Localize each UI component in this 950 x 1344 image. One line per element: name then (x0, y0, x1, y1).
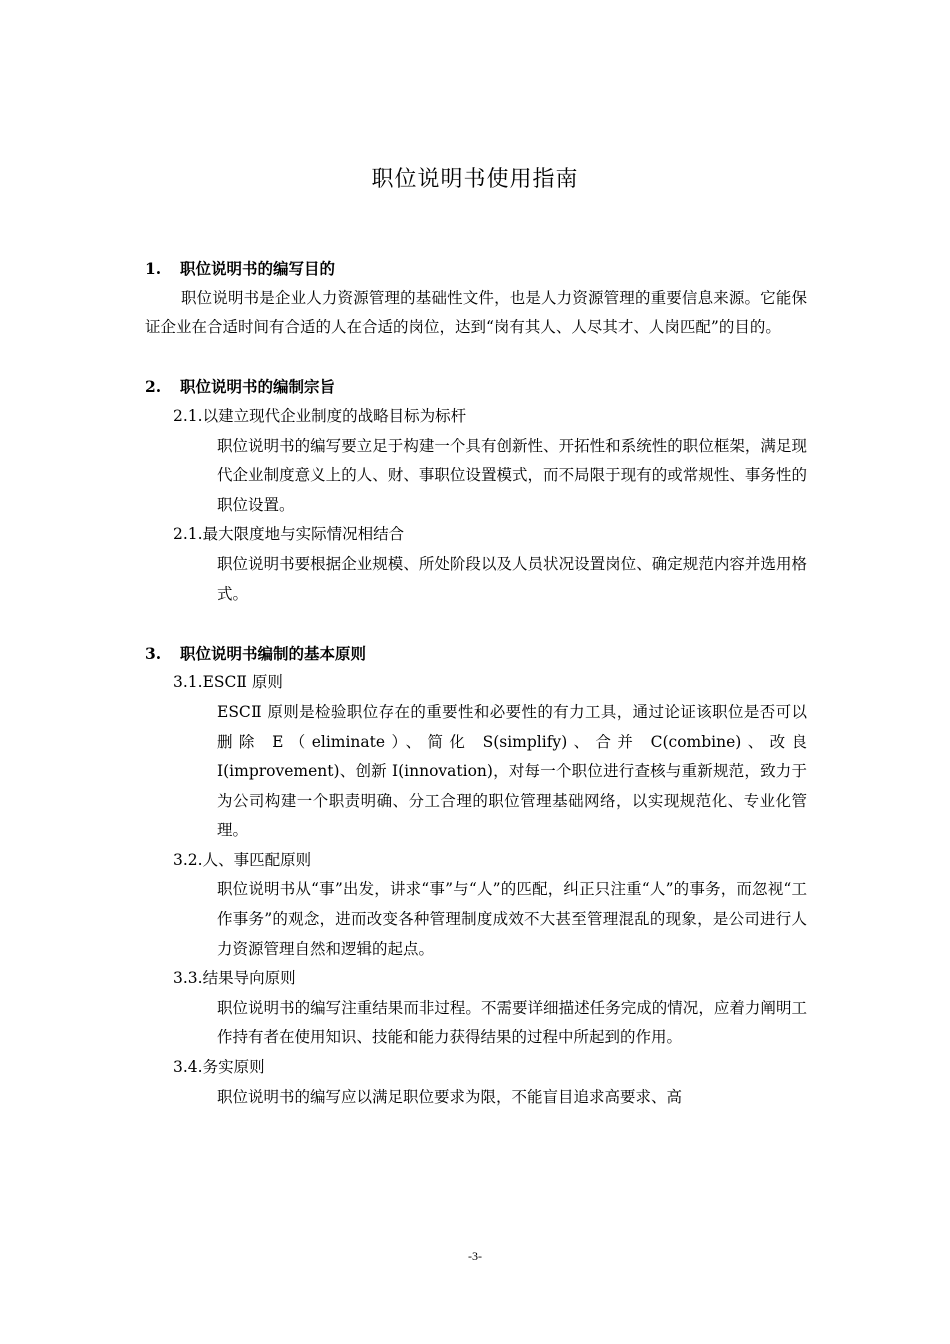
subsection-paragraph: 职位说明书要根据企业规模、所处阶段以及人员状况设置岗位、确定规范内容并选用格式。 (217, 554, 807, 603)
section-heading-text: 职位说明书的编制宗旨 (180, 377, 336, 397)
section-heading-text: 职位说明书编制的基本原则 (180, 643, 367, 663)
subsection-label: 2.1.以建立现代企业制度的战略目标为标杆 (173, 406, 467, 425)
section-number: 3. (145, 643, 162, 663)
section-2 (145, 372, 807, 609)
subsection-paragraph: ESCⅡ 原则是检验职位存在的重要性和必要性的有力工具，通过论证该职位是否可以删除 E（eliminate）、简化 S(simplify)、合并 C(combine)、改良 I(improvement)、创新 I(innovation)，对每一个职位进行查核与重新规范，致力于为公司构建一个职责明确、分工合理的职位管理基础网络，以实现规范化、专业化管理。 (217, 702, 807, 840)
subsection-label: 2.1.最大限度地与实际情况相结合 (173, 525, 405, 544)
page-number: -3- (468, 1249, 482, 1263)
subsection-paragraph: 职位说明书的编写要立足于构建一个具有创新性、开拓性和系统性的职位框架，满足现代企业制度意义上的人、财、事职位设置模式，而不局限于现有的或常规性、事务性的职位设置。 (217, 436, 807, 514)
section-1 (145, 254, 807, 343)
section-number: 2. (145, 377, 162, 397)
subsection-paragraph: 职位说明书的编写注重结果而非过程。不需要详细描述任务完成的情况，应着力阐明工作持有者在使用知识、技能和能力获得结果的过程中所起到的作用。 (217, 998, 807, 1047)
document-body (145, 254, 807, 1112)
subsection-paragraph: 职位说明书的编写应以满足职位要求为限，不能盲目追求高要求、高 (217, 1087, 683, 1106)
subsection-label: 3.1.ESCⅡ 原则 (173, 673, 283, 692)
section-spacer (145, 609, 807, 639)
section-heading (145, 639, 807, 669)
section-spacer (145, 343, 807, 373)
section-heading (145, 372, 807, 402)
section-paragraph: 职位说明书是企业人力资源管理的基础性文件，也是人力资源管理的重要信息来源。它能保证企业在合适时间有合适的人在合适的岗位，达到“岗有其人、人尽其才、人岗匹配”的目的。 (145, 288, 807, 337)
subsection-paragraph: 职位说明书从“事”出发，讲求“事”与“人”的匹配，纠正只注重“人”的事务，而忽视“工作事务”的观念，进而改变各种管理制度成效不大甚至管理混乱的现象，是公司进行人力资源管理自然和逻辑的起点。 (217, 880, 807, 958)
section-heading (145, 254, 807, 284)
section-heading-text: 职位说明书的编写目的 (180, 259, 336, 278)
subsection-label: 3.2.人、事匹配原则 (173, 850, 312, 869)
document-title: 职位说明书使用指南 (371, 167, 579, 192)
subsection-label: 3.4.务实原则 (173, 1058, 265, 1077)
section-3 (145, 639, 807, 1113)
section-number: 1. (145, 259, 162, 278)
subsection-label: 3.3.结果导向原则 (173, 969, 296, 988)
